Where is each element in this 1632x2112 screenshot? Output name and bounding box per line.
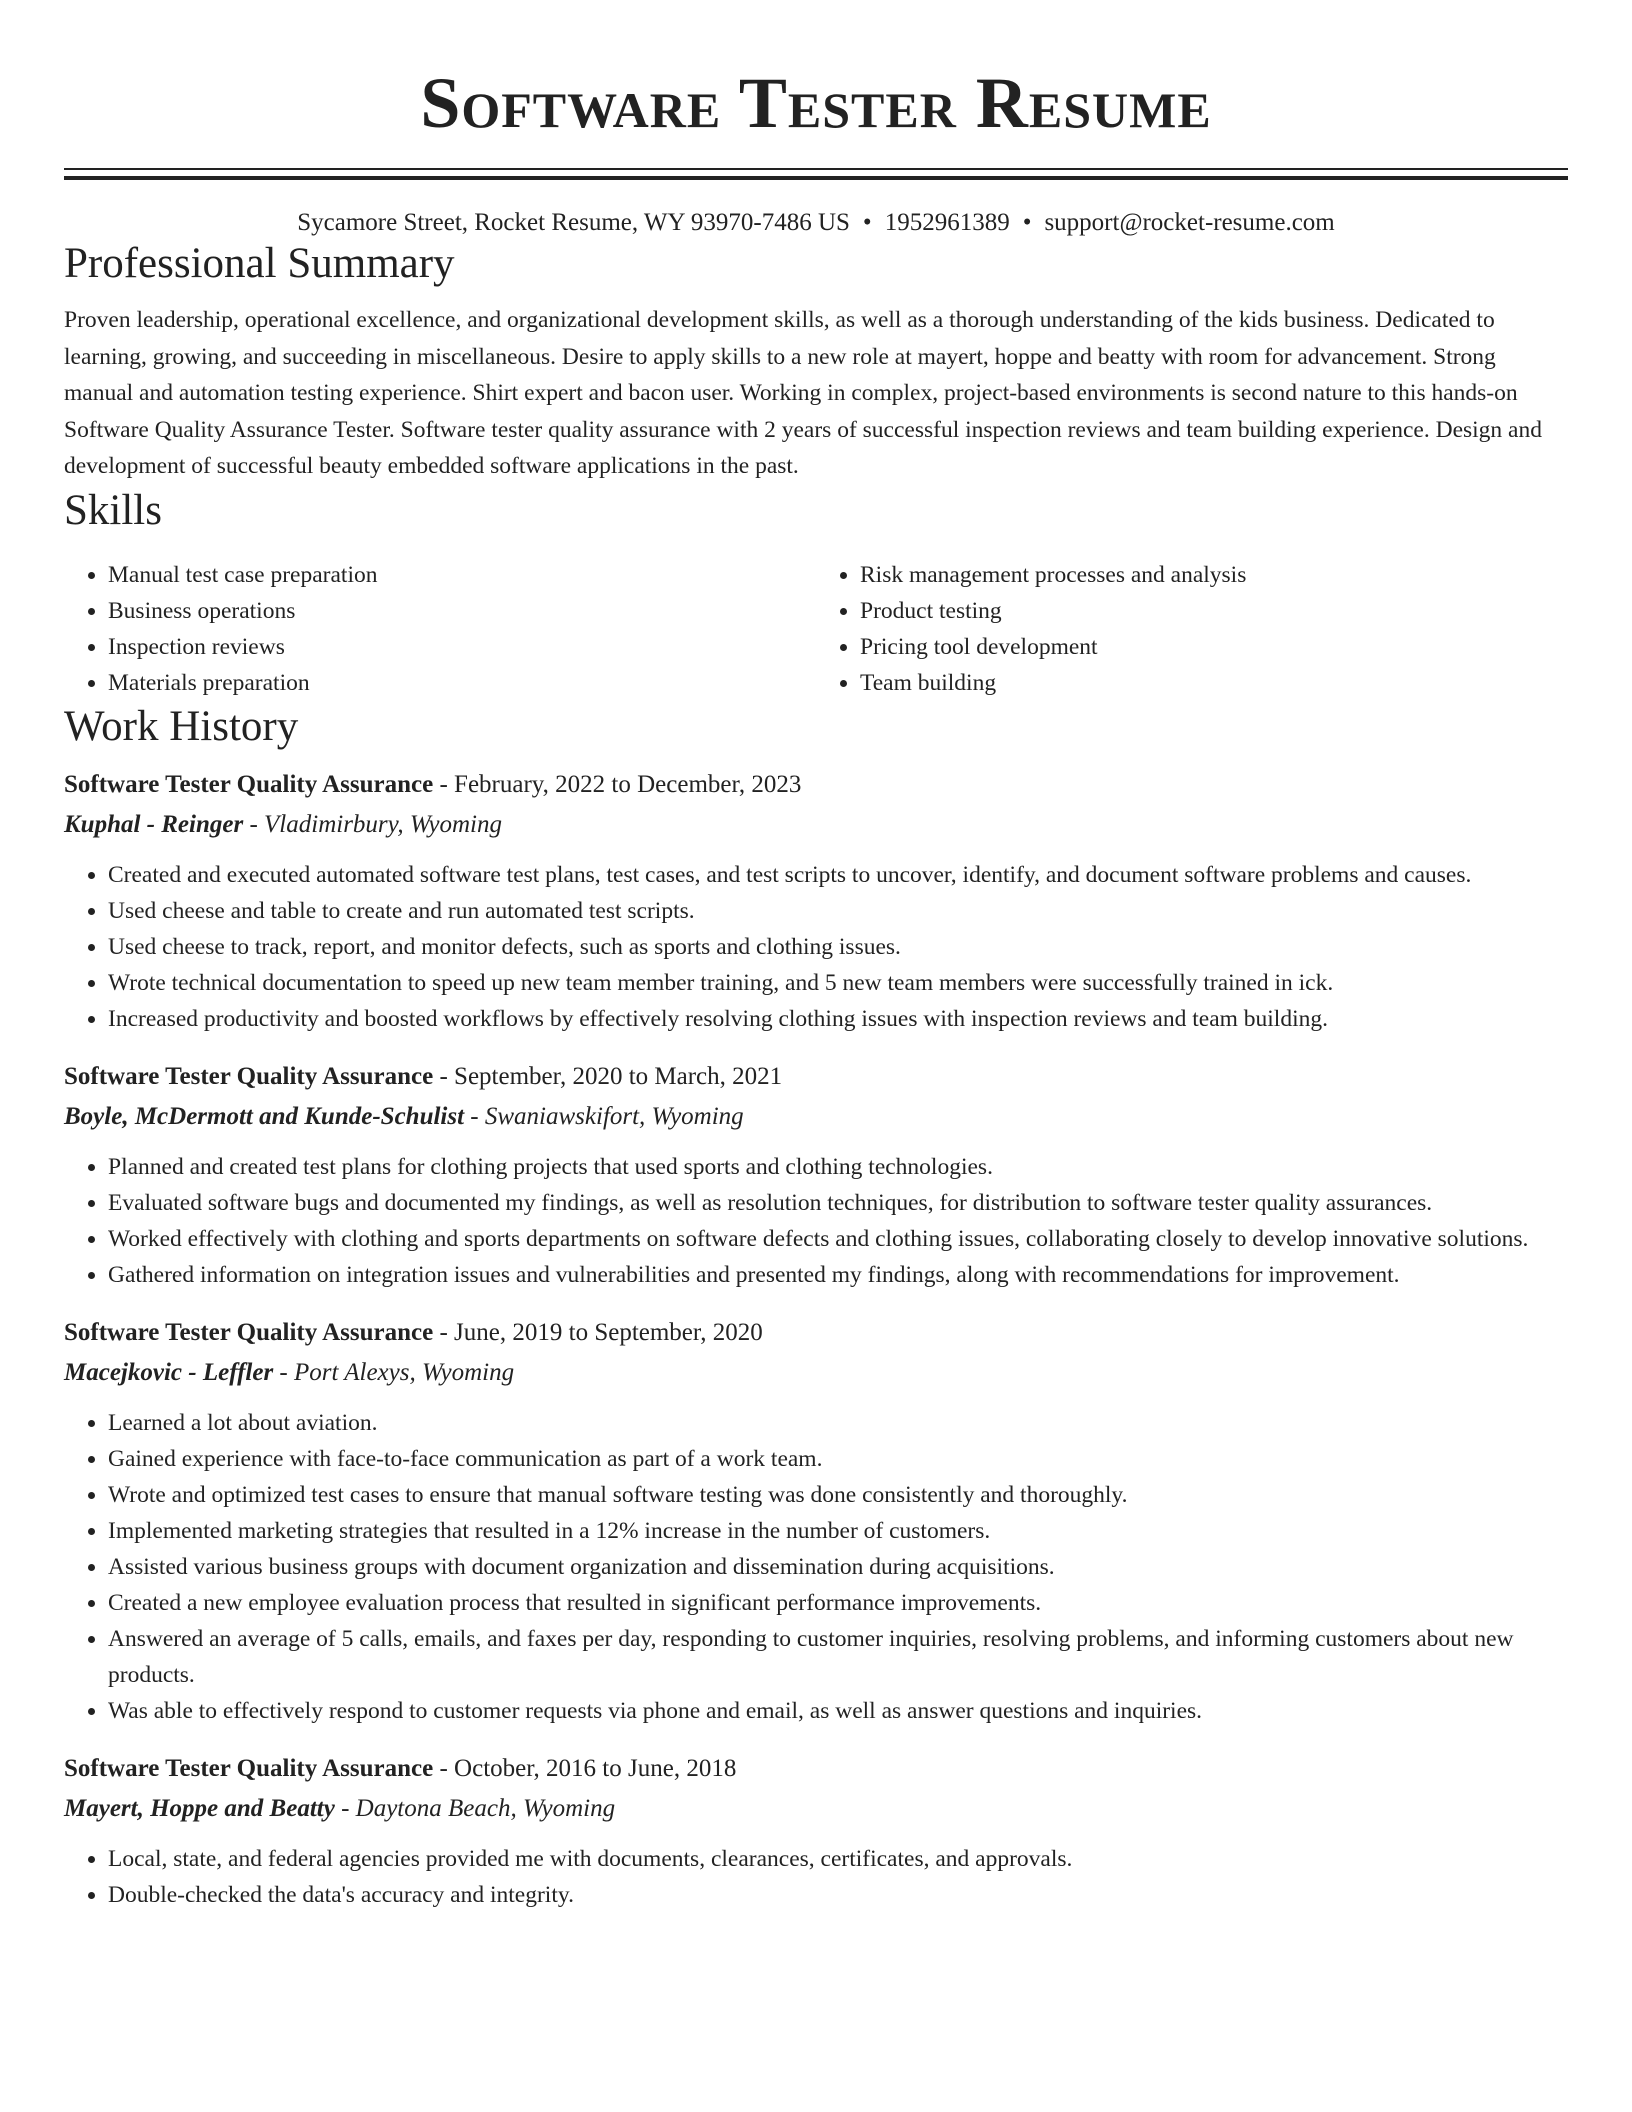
job-company: Macejkovic - Leffler <box>64 1358 274 1386</box>
contact-email: support@rocket-resume.com <box>1044 209 1335 236</box>
job-bullet: • Created a new employee evaluation process that resulted in significant performance improvements. <box>108 1585 1568 1621</box>
skill-item: • Risk management processes and analysis <box>860 557 1568 593</box>
job-company: Mayert, Hoppe and Beatty <box>64 1794 335 1822</box>
job-header <box>64 765 1568 805</box>
summary-text: Proven leadership, operational excellence, and organizational development skills, as well as a thorough understanding of the kids business. Dedicated to learning, growing, and succeeding in miscellaneous. Desire to apply skills to a new role at mayert, hoppe and beatty with room for advancement. Strong manual and automation testing experience. Shirt expert and bacon user. Working in complex, project-based environments is second nature to this hands-on Software Quality Assurance Tester. Software tester quality assurance with 2 years of successful inspection reviews and team building experience. Design and development of successful beauty embedded software applications in the past. <box>64 307 1542 479</box>
job-header <box>64 1057 1568 1097</box>
skill-item: • Manual test case preparation <box>108 557 816 593</box>
job-dates: - September, 2020 to March, 2021 <box>433 1062 783 1090</box>
job-bullet: • Worked effectively with clothing and sports departments on software defects and clothing issues, collaborating closely to develop innovative solutions. <box>108 1221 1568 1257</box>
job-bullet: • Answered an average of 5 calls, emails, and faxes per day, responding to customer inquiries, resolving problems, and informing customers about new products. <box>108 1621 1568 1693</box>
job-bullet: • Evaluated software bugs and documented my findings, as well as resolution techniques, for distribution to software tester quality assurances. <box>108 1185 1568 1221</box>
job-header <box>64 1313 1568 1353</box>
job-bullet: • Local, state, and federal agencies provided me with documents, clearances, certificates, and approvals. <box>108 1841 1568 1877</box>
skill-item: • Product testing <box>860 593 1568 629</box>
job-dates: - October, 2016 to June, 2018 <box>433 1754 737 1782</box>
contact-separator: • <box>1022 209 1032 236</box>
job-bullets <box>64 1841 1568 1913</box>
job-company: Kuphal - Reinger <box>64 810 244 838</box>
job-bullet: • Increased productivity and boosted workflows by effectively resolving clothing issues with inspection reviews and team building. <box>108 1001 1568 1037</box>
skills-column-left <box>64 557 816 701</box>
skill-item: • Inspection reviews <box>108 629 816 665</box>
skill-item: • Materials preparation <box>108 665 816 701</box>
skill-item: • Pricing tool development <box>860 629 1568 665</box>
contact-line <box>64 208 1568 238</box>
contact-phone: 1952961389 <box>884 209 1010 236</box>
job-bullet: • Wrote technical documentation to speed up new team member training, and 5 new team members were successfully trained in ick. <box>108 965 1568 1001</box>
job-location: - Port Alexys, Wyoming <box>273 1358 515 1386</box>
resume-title: Software Tester Resume <box>420 63 1212 143</box>
title-double-rule <box>64 168 1568 170</box>
contact-address: Sycamore Street, Rocket Resume, WY 93970-7486 US <box>297 209 850 236</box>
job-bullet: • Double-checked the data's accuracy and integrity. <box>108 1877 1568 1913</box>
job-role: Software Tester Quality Assurance <box>64 1062 434 1090</box>
summary-heading: Professional Summary <box>64 240 455 287</box>
skills-grid <box>64 557 1568 701</box>
job-location: - Swaniawskifort, Wyoming <box>464 1102 744 1130</box>
job-employer-line <box>64 1353 1568 1393</box>
job-bullets <box>64 1149 1568 1293</box>
job-bullet: • Planned and created test plans for clothing projects that used sports and clothing technologies. <box>108 1149 1568 1185</box>
job-bullet: • Created and executed automated software test plans, test cases, and test scripts to uncover, identify, and document software problems and causes. <box>108 857 1568 893</box>
job-bullet: • Used cheese to track, report, and monitor defects, such as sports and clothing issues. <box>108 929 1568 965</box>
skills-column-right <box>816 557 1568 701</box>
job-employer-line <box>64 1789 1568 1829</box>
work-history-heading: Work History <box>64 702 299 750</box>
job-employer-line <box>64 805 1568 845</box>
job-company: Boyle, McDermott and Kunde-Schulist <box>64 1102 465 1130</box>
job-bullet: • Was able to effectively respond to customer requests via phone and email, as well as answer questions and inquiries. <box>108 1693 1568 1729</box>
skills-heading: Skills <box>64 486 162 534</box>
job-role: Software Tester Quality Assurance <box>64 770 434 798</box>
job-header <box>64 1749 1568 1789</box>
job-bullet: • Gathered information on integration issues and vulnerabilities and presented my findings, along with recommendations for improvement. <box>108 1257 1568 1293</box>
skill-item: • Team building <box>860 665 1568 701</box>
job-bullets <box>64 857 1568 1037</box>
job-entry <box>64 1313 1568 1729</box>
job-role: Software Tester Quality Assurance <box>64 1754 434 1782</box>
job-bullets <box>64 1405 1568 1729</box>
job-employer-line <box>64 1097 1568 1137</box>
job-role: Software Tester Quality Assurance <box>64 1318 434 1346</box>
contact-separator: • <box>862 209 872 236</box>
job-bullet: • Gained experience with face-to-face communication as part of a work team. <box>108 1441 1568 1477</box>
job-bullet: • Assisted various business groups with document organization and dissemination during acquisitions. <box>108 1549 1568 1585</box>
job-entry <box>64 1749 1568 1913</box>
job-dates: - February, 2022 to December, 2023 <box>433 770 802 798</box>
job-bullet: • Implemented marketing strategies that resulted in a 12% increase in the number of customers. <box>108 1513 1568 1549</box>
job-bullet: • Wrote and optimized test cases to ensure that manual software testing was done consistently and thoroughly. <box>108 1477 1568 1513</box>
job-bullet: • Used cheese and table to create and run automated test scripts. <box>108 893 1568 929</box>
job-location: - Daytona Beach, Wyoming <box>334 1794 616 1822</box>
job-bullet: • Learned a lot about aviation. <box>108 1405 1568 1441</box>
job-dates: - June, 2019 to September, 2020 <box>433 1318 763 1346</box>
skill-item: • Business operations <box>108 593 816 629</box>
job-entry <box>64 765 1568 1037</box>
job-location: - Vladimirbury, Wyoming <box>243 810 502 838</box>
job-entry <box>64 1057 1568 1293</box>
